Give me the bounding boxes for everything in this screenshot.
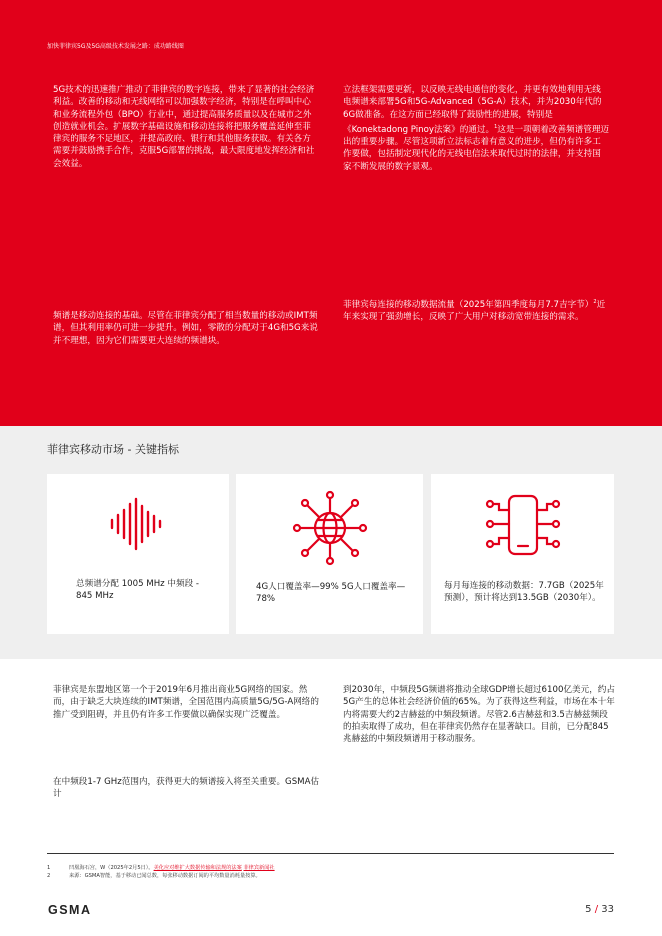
footnote-1-source[interactable]: 菲律宾新闻社 (243, 865, 275, 871)
footnote-divider (47, 853, 614, 854)
metric-card-spectrum (47, 474, 229, 634)
smartphone-network-icon (483, 490, 563, 566)
running-header: 加快菲律宾5G及5G高级技术发展之路：成功路线图 (47, 43, 184, 50)
intro-left-paragraph-1: 5G技术的迅速推广推动了菲律宾的数字连接，带来了显著的社会经济利益。改善的移动和无线网络可以加强数字经济，特别是在呼叫中心和业务流程外包（BPO）行业中，通过提高服务质量以及在城市之外创造就业机会。扩展数字基础设施和移动连接将把服务覆盖延伸至菲律宾的服务不足地区，并提高政府、银行和其他服务获取。有关各方需要并鼓励携手合作，克服5G部署的挑战，最大限度地发挥经济和社会效益。 (53, 85, 315, 169)
intro-right-paragraph-2: 菲律宾每连接的移动数据流量（2025年第四季度每月7.7吉字节）$^2$近年来实现了强劲增长，反映了广大用户对移动宽带连接的需求。 (343, 299, 606, 323)
footnote-ref-2[interactable]: 2 (593, 299, 597, 305)
sound-wave-icon (108, 494, 168, 554)
intro-right-paragraph-1: 立法框架需要更新，以反映无线电通信的变化，并更有效地利用无线电频谱来部署5G和5G-Advanced（5G-A）技术，并为2030年代的6G做准备。在这方面已经取得了鼓励性的进展，特别是《Konektadong Pinoy法案》的通过。$^1$这是一项朝着改善频谱管理迈出的重要步骤。尽管这项新立法标志着有意义的进步，但仍有许多工作要做，包括制定现代化的无线电信法来取代过时的法律，并支持国家不断发展的数字景观。 (343, 85, 610, 172)
metric-text-spectrum: 总频谱分配 1005 MHz 中频段 - 845 MHz (76, 579, 200, 601)
globe-network-icon (290, 488, 370, 568)
footnote-1-link[interactable]: 美化应对维扩大数据传输和法规的法案 (153, 865, 242, 871)
intro-red-panel (0, 0, 662, 426)
footnote-ref-1[interactable]: 1 (494, 123, 498, 130)
body-left-paragraph-2: 在中频段1-7 GHz范围内，获得更大的频谱接入将至关重要。GSMA估计 (53, 777, 320, 800)
metric-text-data-usage: 每月每连接的移动数据：7.7GB（2025年预测），预计将达到13.5GB（2030年）。 (444, 581, 604, 603)
metric-card-data-usage (431, 474, 614, 634)
key-metrics-title: 菲律宾移动市场 - 关键指标 (47, 443, 179, 456)
body-left-paragraph-1: 菲律宾是东盟地区第一个于2019年6月推出商业5G网络的国家。然而，由于缺乏大块连续的IMT频谱，全国范围内高质量5G/5G-A网络的推广受到阻碍，并且仍有许多工作要做以确保实现广泛覆盖。 (53, 685, 319, 720)
footnote-1: 1 凹凰海石宫，W（2025年2月5日）。美化应对维扩大数据传输和法规的法案 菲律宾新闻社 (47, 865, 275, 871)
metric-card-coverage (236, 474, 423, 634)
body-right-paragraph-1: 到2030年，中频段5G频谱将推动全球GDP增长超过6100亿美元，约占5G产生的总体社会经济价值的65%。为了获得这些利益，市场在本十年内将需要大约2吉赫兹的中频段频谱。尽管2.6吉赫兹和3.5吉赫兹频段的拍卖取得了成功，但在菲律宾仍然存在显著缺口。目前，已分配845兆赫兹的中频段频谱用于移动服务。 (343, 685, 615, 745)
intro-left-paragraph-2: 频谱是移动连接的基础。尽管在菲律宾分配了相当数量的移动或IMT频谱，但其利用率仍可进一步提升。例如，零散的分配对于4G和5G来说并不理想，因为它们需要更大连续的频谱块。 (53, 311, 318, 346)
page-number: 5 / 33 (585, 904, 614, 915)
gsma-logo: GSMA (48, 903, 92, 917)
metric-text-coverage: 4G人口覆盖率—99% 5G人口覆盖率—78% (256, 582, 406, 604)
footnote-2: 2 来源：GSMA智能，基于移动已闻总数，每张移动数据订阅的平均数量消耗量按算。 (47, 873, 261, 879)
